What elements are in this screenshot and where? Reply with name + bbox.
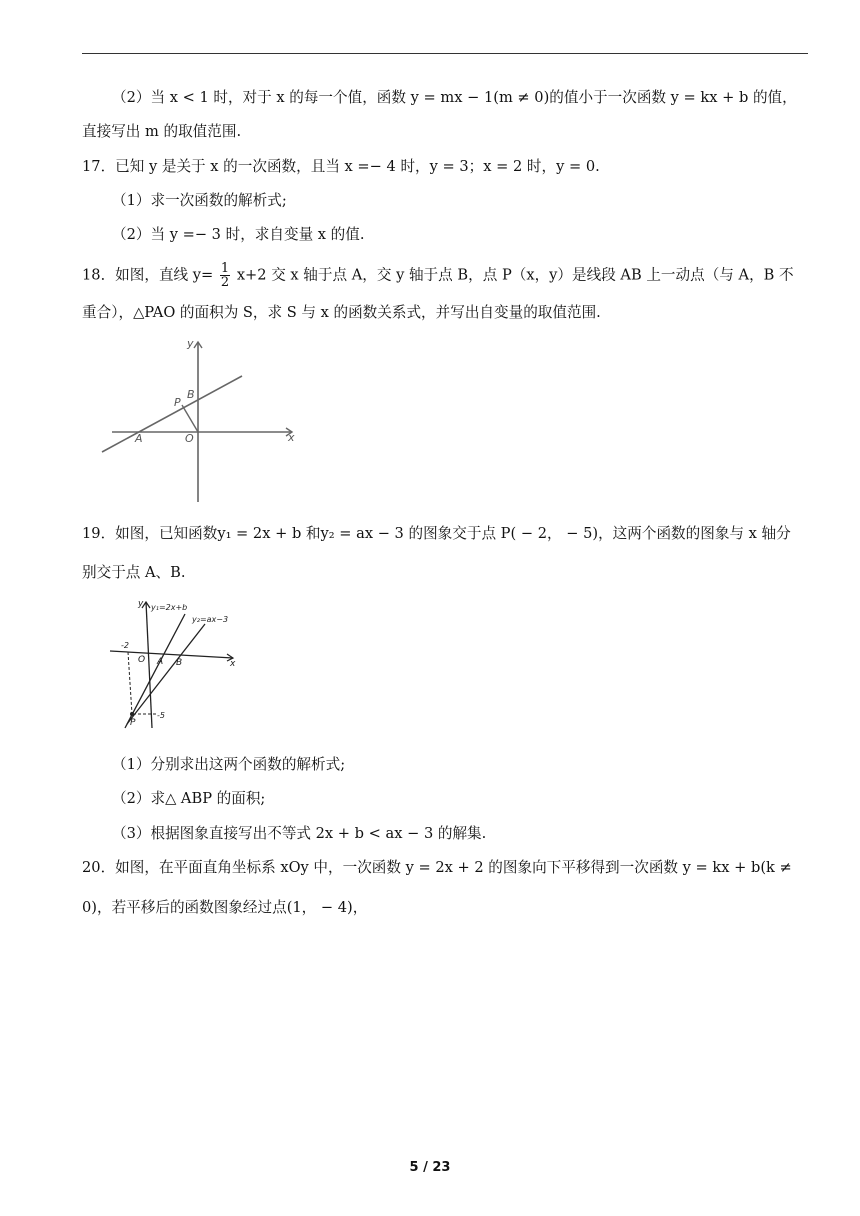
fraction-numerator: 1 — [220, 261, 230, 276]
label-p: P — [130, 718, 136, 728]
label-b: B — [187, 388, 195, 401]
q19-figure — [105, 594, 250, 734]
q19-part3: （3）根据图象直接写出不等式 2x + b < ax − 3 的解集. — [112, 825, 487, 842]
header-rule — [82, 53, 808, 54]
label-neg2: -2 — [121, 641, 129, 650]
q20-stem-line2: 0)，若平移后的函数图象经过点(1， − 4)， — [82, 899, 368, 916]
label-a: A — [157, 657, 164, 667]
q17-part2: （2）当 y =− 3 时，求自变量 x 的值. — [112, 226, 365, 243]
q19-stem-line1: 19．如图，已知函数y₁ = 2x + b 和y₂ = ax − 3 的图象交于点 P( − 2， − 5)，这两个函数的图象与 x 轴分 — [82, 525, 791, 542]
segment-po — [182, 405, 198, 432]
q17-part1: （1）求一次函数的解析式; — [112, 192, 287, 209]
q18-stem-line1 — [82, 262, 810, 289]
q16-part2-line1: （2）当 x < 1 时，对于 x 的每一个值，函数 y = mx − 1(m ≠ 0)的值小于一次函数 y = kx + b 的值， — [112, 89, 797, 106]
label-a: A — [135, 432, 143, 445]
label-y: y — [138, 599, 144, 609]
page-number: 5 / 23 — [409, 1160, 451, 1175]
label-y1: y₁=2x+b — [151, 603, 188, 612]
q18-stem-rest: x+2 交 x 轴于点 A，交 y 轴于点 B，点 P（x，y）是线段 AB 上一动点（与 A，B 不 — [236, 266, 794, 284]
label-x: x — [288, 431, 295, 444]
q18-stem-line2: 重合），△PAO 的面积为 S，求 S 与 x 的函数关系式，并写出自变量的取值范围. — [82, 304, 601, 321]
q19-part1: （1）分别求出这两个函数的解析式; — [112, 756, 346, 773]
label-y: y — [187, 337, 194, 350]
label-neg5: -5 — [157, 711, 165, 720]
q19-stem-line2: 别交于点 A、B. — [82, 564, 186, 581]
fraction-denominator: 2 — [220, 275, 230, 290]
label-y2: y₂=ax−3 — [192, 615, 229, 624]
line-y2 — [127, 624, 205, 724]
point-p — [130, 712, 134, 716]
line-ab — [102, 376, 242, 452]
label-p: P — [174, 396, 181, 409]
q17-stem: 17．已知 y 是关于 x 的一次函数，且当 x =− 4 时，y = 3；x = 2 时，y = 0. — [82, 158, 600, 175]
q16-part2-line2: 直接写出 m 的取值范围. — [82, 123, 242, 140]
y-axis — [146, 602, 152, 728]
fraction-half — [220, 262, 230, 289]
label-o: O — [185, 432, 194, 445]
q18-stem-start: 18．如图，直线 y= — [82, 266, 214, 284]
dashed-vertical — [128, 652, 132, 714]
label-b: B — [176, 658, 183, 668]
q18-figure — [98, 334, 308, 506]
label-o: O — [138, 655, 146, 665]
label-x: x — [230, 659, 236, 669]
q20-stem-line1: 20．如图，在平面直角坐标系 xOy 中，一次函数 y = 2x + 2 的图象向下平移得到一次函数 y = kx + b(k ≠ — [82, 859, 792, 876]
line-y1 — [125, 614, 185, 728]
q19-part2: （2）求△ ABP 的面积; — [112, 790, 266, 807]
